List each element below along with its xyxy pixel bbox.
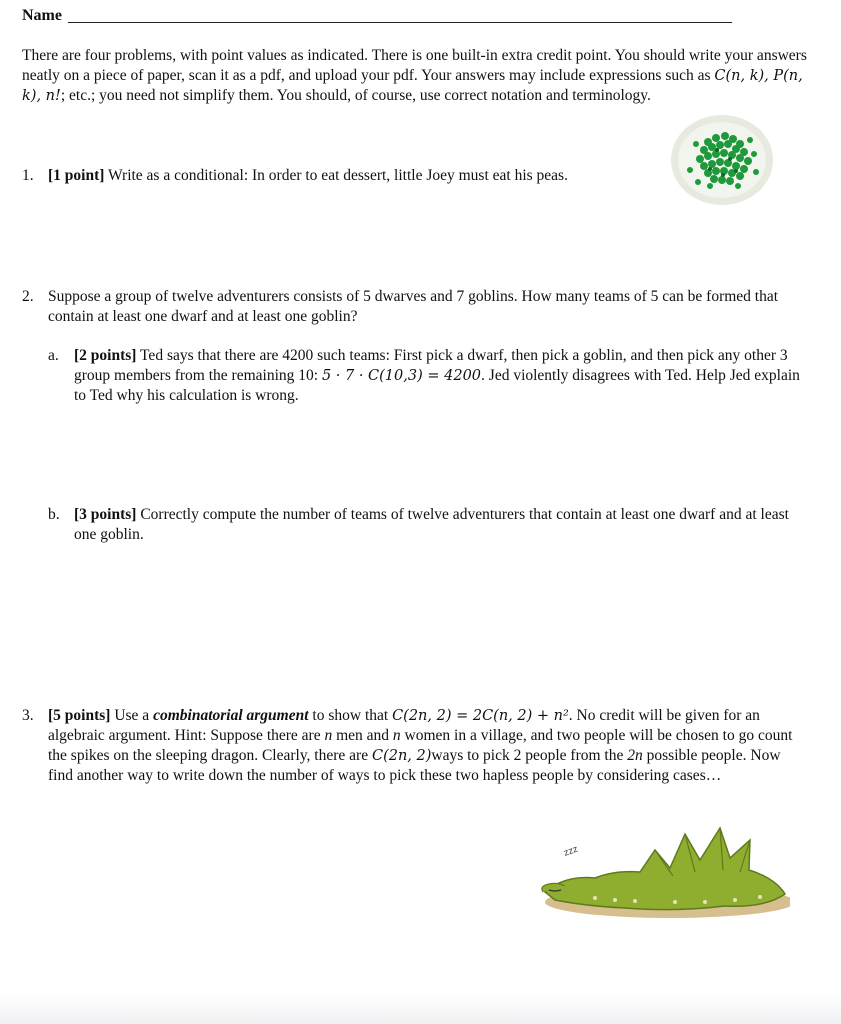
intro-math-expressions: C(n, k), P(n, k), n! bbox=[22, 68, 803, 104]
question-1 bbox=[22, 166, 642, 186]
question-3-identity-math: C(2n, 2) = 2C(n, 2) + n² bbox=[392, 708, 569, 724]
variable-n-women: n bbox=[392, 727, 401, 744]
question-2a-math: 5 · 7 · C(10,3) = 4200 bbox=[321, 368, 482, 384]
intro-text-continued: ; etc.; you need not simplify them. You should, of course, use correct notation and terminology. bbox=[60, 87, 651, 104]
question-2 bbox=[22, 287, 802, 327]
question-2a-text: Ted says that there are 4200 such teams: First pick a dwarf, then pick a goblin, and then pick any other 3 group members from the remaining 10: bbox=[74, 347, 788, 384]
name-label: Name bbox=[22, 7, 62, 24]
variable-2n: 2n bbox=[627, 747, 643, 764]
question-2b-text: Correctly compute the number of teams of twelve adventurers that contain at least one dwarf and at least one goblin. bbox=[74, 506, 789, 543]
question-3-text-7: possible people. Now find another way to write down the number of ways to pick these two hapless people by considering cases… bbox=[48, 747, 781, 784]
instructions-paragraph bbox=[22, 46, 812, 106]
question-3-points: [5 points] bbox=[48, 707, 111, 724]
question-2a-points: [2 points] bbox=[74, 347, 137, 364]
question-3-text-2: to show that bbox=[308, 707, 393, 724]
question-2a bbox=[48, 346, 804, 406]
question-3-emphasis: combinatorial argument bbox=[153, 707, 309, 724]
question-3-text-6: ways to pick 2 people from the bbox=[431, 747, 628, 764]
question-3-math-c2n2: C(2n, 2) bbox=[371, 748, 432, 764]
variable-n-men: n bbox=[324, 727, 333, 744]
question-2b-label: b. bbox=[48, 506, 60, 523]
question-1-points: [1 point] bbox=[48, 167, 105, 184]
question-2a-text-continued: . Jed violently disagrees with Ted. Help Jed explain to Ted why his calculation is wrong. bbox=[74, 367, 800, 404]
name-field-line[interactable] bbox=[68, 22, 732, 23]
dragon-snore-text: zzz bbox=[562, 844, 580, 859]
question-1-text: Write as a conditional: In order to eat dessert, little Joey must eat his peas. bbox=[104, 167, 568, 184]
page-bottom-edge bbox=[0, 994, 841, 1024]
question-3-text-3: . No credit will be given for an algebraic argument. Hint: Suppose there are bbox=[48, 707, 760, 744]
question-3-number: 3. bbox=[22, 707, 34, 724]
question-3-text-4: men and bbox=[332, 727, 393, 744]
peas-plate-illustration bbox=[670, 114, 774, 206]
name-row bbox=[22, 6, 732, 28]
dragon-body-shape bbox=[545, 828, 785, 910]
question-3 bbox=[22, 706, 802, 786]
question-2b-points: [3 points] bbox=[74, 506, 137, 523]
question-3-text-5: women in a village, and two people will be chosen to go count the spikes on the sleeping dragon. Clearly, there are bbox=[48, 727, 793, 764]
question-2b bbox=[48, 505, 804, 545]
question-1-number: 1. bbox=[22, 167, 34, 184]
intro-text: There are four problems, with point values as indicated. There is one built-in extra credit point. You should write your answers neatly on a piece of paper, scan it as a pdf, and upload your pdf. Your answers may include expressions such as bbox=[22, 47, 807, 84]
question-3-text: Use a bbox=[110, 707, 154, 724]
question-2a-label: a. bbox=[48, 347, 59, 364]
question-2-number: 2. bbox=[22, 288, 34, 305]
sleeping-dragon-illustration bbox=[535, 820, 790, 920]
question-2-text: Suppose a group of twelve adventurers consists of 5 dwarves and 7 goblins. How many teams of 5 can be formed that contain at least one dwarf and at least one goblin? bbox=[48, 288, 779, 325]
